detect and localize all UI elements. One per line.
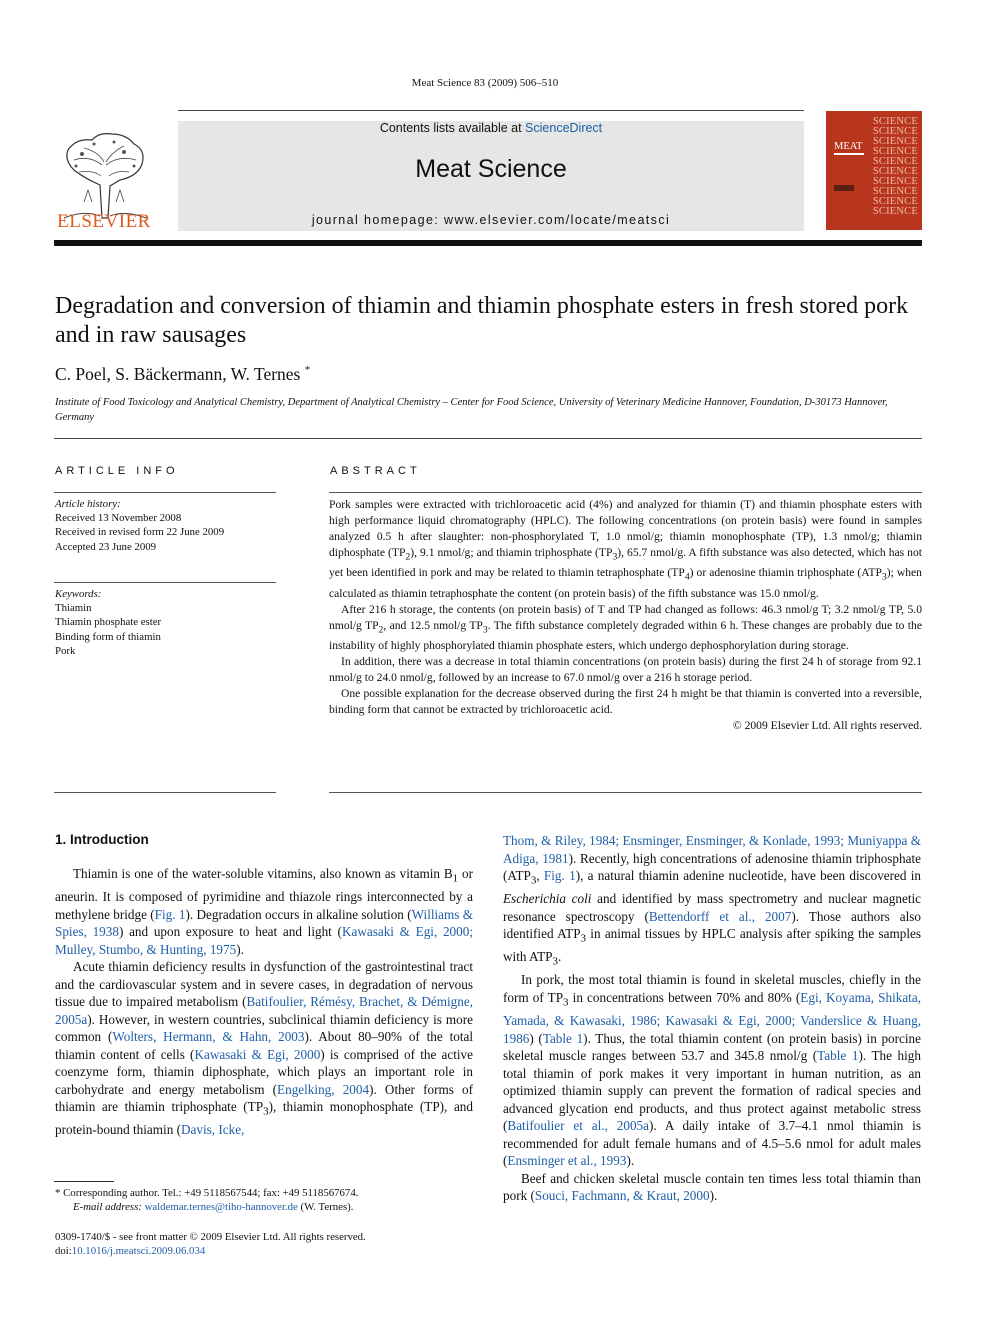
publication-info (55, 1230, 505, 1258)
citation-link[interactable]: Davis, Icke, (181, 1122, 245, 1138)
table-link[interactable]: Table 1 (542, 1030, 584, 1046)
body-column-right (503, 832, 921, 1205)
affiliation: Institute of Food Toxicology and Analytical Chemistry, Department of Analytical Chemistry – Center for Food Science, University of Veterinary Medicine Hannover, Foundation, D-30173 Hannover, Germany (55, 397, 888, 423)
divider (54, 582, 276, 583)
divider (329, 492, 922, 493)
body-column-left (55, 865, 473, 1139)
citation-link[interactable]: Thom, & Riley, 1984; Ensminger, Ensminger, & Konlade, 1993; Muniyappa & Adiga, 1981 (503, 833, 921, 866)
history-item: Received in revised form 22 June 2009 (55, 526, 225, 539)
contents-line: Contents lists available at ScienceDirect (379, 121, 603, 135)
abstract-body (329, 497, 922, 734)
article-history: Article history: Received 13 November 2008 Received in revised form 22 June 2009 Accepted 23 June 2009 (55, 497, 275, 554)
header-thick-rule (54, 240, 922, 246)
citation-link[interactable]: Wolters, Hermann, & Hahn, 2003 (112, 1029, 305, 1045)
figure-link[interactable]: Fig. 1 (154, 906, 186, 922)
abstract-paragraph: One possible explanation for the decrease observed during the first 24 h might be that thiamin is converted into a reversible, binding form that cannot be extracted by trichloroacetic acid. (329, 686, 922, 716)
abstract-paragraph: Pork samples were extracted with trichloroacetic acid (4%) and analyzed for thiamin (T) and thiamin phosphate esters with high performance liquid chromatography (HPLC). The following concentrations (on protein basis) were found in samples analyzed 0.5 h after slaughter: non-phosphorylated T, 1.0 nmol/g; thiamin monophosphate (TP), 1.3 nmol/g; thiamin diphosphate $(TP_2)$, 9.1 nmol/g; and thiamin triphosphate $(TP_3)$, 65.7 nmol/g. A fifth substance was also detected, which has not yet been identified in pork and may be related to thiamin tetraphosphate $(TP_4)$ or adenosine thiamin triphosphate $(ATP_3)$; when calculated as thiamin tetraphosphate the content (on protein basis) of the fifth substance was 15.0 nmol/g. (329, 498, 922, 600)
journal-name: Meat Science (415, 155, 567, 183)
elsevier-wordmark: ELSEVIER (57, 211, 151, 232)
journal-citation: Meat Science 83 (2009) 506–510 (411, 77, 559, 89)
abstract-heading: ABSTRACT (330, 465, 421, 477)
divider (329, 792, 922, 793)
citation-link[interactable]: Egi, Koyama, Shikata, Yamada, & Kawasaki, 1986; Kawasaki & Egi, 2000; Vanderslice & Huang, 1986 (503, 989, 921, 1046)
doi-link[interactable]: 10.1016/j.meatsci.2009.06.034 (71, 1245, 206, 1258)
body-paragraph: In pork, the most total thiamin is found in skeletal muscles, chiefly in the form of $TP_3$ in concentrations between 70% and 80% (Egi, Koyama, Shikata, Yamada, & Kawasaki, 1986; Kawasaki & Egi, 2000; Vanderslice & Huang, 1986) (Table 1). Thus, the total thiamin content (on protein basis) in porcine skeletal muscle ranges between 53.7 and 345.8 nmol/g (Table 1). The high total thiamin of pork makes it very important in human nutrition, as an optimized thiamin supply can prevent the formation of radical species and advanced glycation end products, and thus protect against metabolic stress (Batifoulier et al., 2005a). A daily intake of 3.7–4.1 nmol thiamin is recommended for adult female humans and of 4.5–5.6 nmol for adult males (Ensminger et al., 1993). (503, 972, 921, 1169)
citation-link[interactable]: Kawasaki & Egi, 2000 (194, 1046, 321, 1062)
body-paragraph: Acute thiamin deficiency results in dysfunction of the gastrointestinal tract and the cardiovascular system and in severe cases, in degradation of nervous tissue due to impaired metabolism (Batifoulier, Rémésy, Brachet, & Démigne, 2005a). However, in western countries, subclinical thiamin deficiency is more common (Wolters, Hermann, & Hahn, 2003). About 80–90% of the total thiamin content of cells (Kawasaki & Egi, 2000) is comprised of the active coenzyme form, thiamin diphosphate, which plays an important role in carbohydrate and energy metabolism (Engelking, 2004). Other forms of thiamin are thiamin triphosphate $(TP_3)$, thiamin monophosphate (TP), and protein-bound thiamin (Davis, Icke, (55, 959, 474, 1138)
abstract-copyright: © 2009 Elsevier Ltd. All rights reserved. (732, 718, 922, 732)
history-item: Accepted 23 June 2009 (55, 540, 157, 553)
abstract-paragraph: After 216 h storage, the contents (on protein basis) of T and TP had changed as follows: 46.3 nmol/g T; 3.2 nmol/g TP, 5.0 nmol/g $TP_2$, and 12.5 nmol/g $TP_3$. The fifth substance completely degraded within 6 h. These changes are probably due to the instability of highly phosphorylated thiamin phosphate esters, which undergo dephosphorylation during storage. (329, 602, 922, 652)
sciencedirect-link[interactable]: ScienceDirect (525, 121, 603, 135)
issn-line: 0309-1740/$ - see front matter © 2009 Elsevier Ltd. All rights reserved. (55, 1231, 366, 1243)
corresponding-author-mark[interactable]: * (304, 364, 311, 377)
journal-cover-image: SCIENCE SCIENCE SCIENCE SCIENCE SCIENCE SCIENCE SCIENCE SCIENCE SCIENCE SCIENCE MEAT (826, 111, 922, 230)
doi-line: doi:10.1016/j.meatsci.2009.06.034 (55, 1245, 206, 1258)
abstract-paragraph: In addition, there was a decrease in total thiamin concentrations (on protein basis) during the first 24 h of storage from 92.1 nmol/g to 24.0 nmol/g, followed by an increase to 67.0 nmol/g over a 216 h storage period. (329, 654, 922, 684)
citation-link[interactable]: Engelking, 2004 (277, 1081, 370, 1097)
history-item: Received 13 November 2008 (55, 512, 182, 525)
keyword: Thiamin phosphate ester (55, 616, 162, 629)
citation-link[interactable]: Bettendorff et al., 2007 (648, 908, 792, 924)
citation-link[interactable]: Kawasaki & Egi, 2000; Mulley, Stumbo, & Hunting, 1975 (55, 924, 474, 957)
header-top-rule (178, 110, 804, 111)
body-paragraph: Thom, & Riley, 1984; Ensminger, Ensminger, & Konlade, 1993; Muniyappa & Adiga, 1981). Recently, high concentrations of adenosine thiamin triphosphate ($ATP_3$, Fig. 1), a natural thiamin adenine nucleotide, have been discovered in Escherichia coli and identified by mass spectrometry and nuclear magnetic resonance spectroscopy (Bettendorff et al., 2007). Those authors also identified $ATP_3$ in animal tissues by HPLC analysis after spiking the samples with $ATP_3$. (503, 833, 922, 968)
cover-bar (834, 153, 864, 155)
table-link[interactable]: Table 1 (817, 1048, 859, 1064)
citation-link[interactable]: Souci, Fachmann, & Kraut, 2000 (534, 1188, 710, 1204)
divider (54, 792, 276, 793)
citation-link[interactable]: Batifoulier et al., 2005a (507, 1118, 649, 1134)
citation-link[interactable]: Batifoulier, Rémésy, Brachet, & Démigne, 2005a (55, 994, 473, 1027)
journal-homepage[interactable]: journal homepage: www.elsevier.com/locate/meatsci (311, 213, 671, 227)
body-paragraph: Beef and chicken skeletal muscle contain ten times less total thiamin than pork (Souci, Fachmann, & Kraut, 2000). (503, 1170, 921, 1204)
author-list: C. Poel, S. Bäckermann, W. Ternes * (55, 364, 311, 384)
body-paragraph: Thiamin is one of the water-soluble vitamins, also known as vitamin $B_1$ or aneurin. It is composed of pyrimidine and thiazole rings interconnected by a methylene bridge (Fig. 1). Degradation occurs in alkaline solution (Williams & Spies, 1938) and upon exposure to heat and light (Kawasaki & Egi, 2000; Mulley, Stumbo, & Hunting, 1975). (55, 866, 474, 957)
keywords: Keywords: Thiamin Thiamin phosphate ester Binding form of thiamin Pork (55, 587, 275, 658)
citation-link[interactable]: Williams & Spies, 1938 (55, 906, 474, 940)
section-heading-introduction: 1. Introduction (55, 832, 149, 847)
citation-link[interactable]: Ensminger et al., 1993 (507, 1153, 627, 1169)
figure-link[interactable]: Fig. 1 (543, 868, 576, 883)
keyword: Pork (55, 644, 76, 657)
divider (54, 492, 276, 493)
author-email-link[interactable]: waldemar.ternes@tiho-hannover.de (144, 1201, 298, 1214)
cover-emblem (834, 185, 854, 191)
keyword: Binding form of thiamin (55, 630, 161, 643)
footnote: * Corresponding author. Tel.: +49 5118567544; fax: +49 5118567674. E-mail address: waldemar.ternes@tiho-hannover.de (W. Ternes). (55, 1187, 359, 1214)
footnote-rule (54, 1181, 114, 1182)
keyword: Thiamin (55, 602, 92, 615)
cover-title: MEAT (834, 141, 863, 152)
article-info-heading: ARTICLE INFO (55, 465, 179, 477)
article-title: Degradation and conversion of thiamin and thiamin phosphate esters in fresh stored pork and in raw sausages (55, 293, 909, 348)
divider (54, 438, 922, 439)
